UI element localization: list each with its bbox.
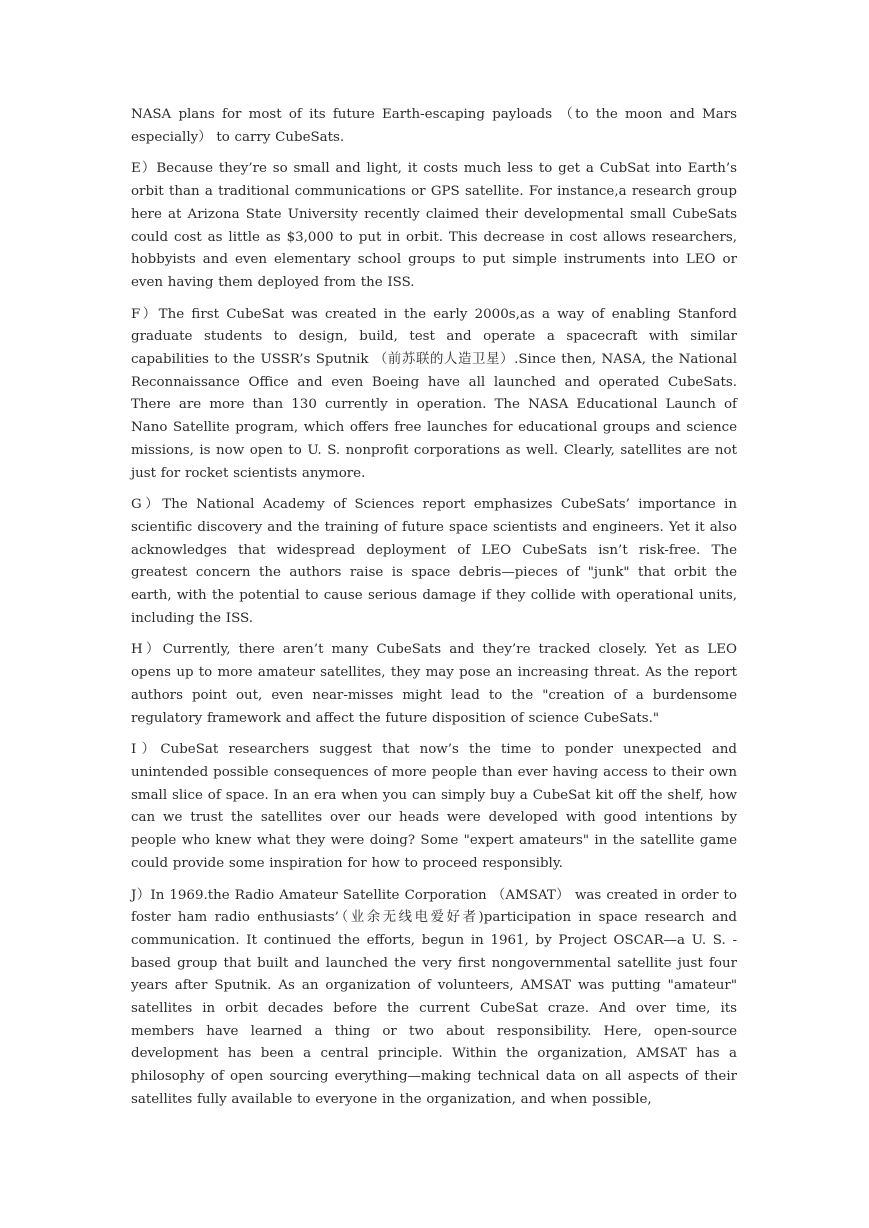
paragraph-e: E）Because they’re so small and light, it costs much less to get a CubSat into Earth’s orbit than a traditional communications or GPS satellite. For instance,a research group here at Arizona State University recently claimed their developmental small CubeSats could cost as little as $3,000 to put in orbit. This decrease in cost allows researchers, hobbyists and even elementary school groups to put simple instruments into LEO or even having them deployed from the ISS. xyxy=(131,161,737,290)
paragraph-f: F）The first CubeSat was created in the early 2000s,as a way of enabling Stanford graduate students to design, build, test and operate a spacecraft with similar capabilities to the USSR’s Sputnik （前苏联的人造卫星）.Since then, NASA, the National Reconnaissance Office and even Boeing have all launched and operated CubeSats. There are more than 130 currently in operation. The NASA Educational Launch of Nano Satellite program, which offers free launches for educational groups and science missions, is now open to U. S. nonprofit corporations as well. Clearly, satellites are not just for rocket scientists anymore. xyxy=(131,306,737,481)
paragraph-j: J）In 1969.the Radio Amateur Satellite Corporation （AMSAT） was created in order to foster ham radio enthusiasts’（业余无线电爱好者)participation in space research and communication. It continued the efforts, begun in 1961, by Project OSCAR—a U. S. -based group that built and launched the very first nongovernmental satellite just four years after Sputnik. As an organization of volunteers, AMSAT was putting "amateur" satellites in orbit decades before the current CubeSat craze. And over time, its members have learned a thing or two about responsibility. Here, open-source development has been a central principle. Within the organization, AMSAT has a philosophy of open sourcing everything—making technical data on all aspects of their satellites fully available to everyone in the organization, and when possible, xyxy=(131,887,737,1107)
paragraph-h: H）Currently, there aren’t many CubeSats and they’re tracked closely. Yet as LEO opens up to more amateur satellites, they may pose an increasing threat. As the report authors point out, even near-misses might lead to the "creation of a burdensome regulatory framework and affect the future disposition of science CubeSats." xyxy=(131,642,737,726)
paragraph-i: I）CubeSat researchers suggest that now’s the time to ponder unexpected and unintended possible consequences of more people than ever having access to their own small slice of space. In an era when you can simply buy a CubeSat kit off the shelf, how can we trust the satellites over our heads were developed with good intentions by people who knew what they were doing? Some "expert amateurs" in the satellite game could provide some inspiration for how to proceed responsibly. xyxy=(131,742,737,871)
document-page xyxy=(131,104,737,1121)
paragraph-g: G）The National Academy of Sciences report emphasizes CubeSats’ importance in scientific discovery and the training of future space scientists and engineers. Yet it also acknowledges that widespread deployment of LEO CubeSats isn’t risk-free. The greatest concern the authors raise is space debris—pieces of "junk" that orbit the earth, with the potential to cause serious damage if they collide with operational units, including the ISS. xyxy=(131,497,737,626)
paragraph-intro: NASA plans for most of its future Earth-escaping payloads （to the moon and Mars especially） to carry CubeSats. xyxy=(131,107,737,145)
